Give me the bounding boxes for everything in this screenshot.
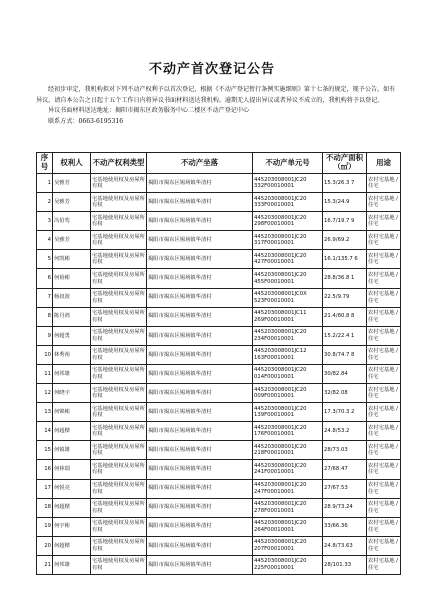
cell-use: 农村宅基地 / 住宅 (367, 422, 401, 441)
cell-area: 28.9/73.24 (323, 498, 367, 517)
cell-name: 何邦雄 (53, 555, 91, 574)
cell-no: 18 (37, 498, 53, 517)
cell-unit: 445203008001JC20 278F00010001 (253, 498, 323, 517)
cell-no: 8 (37, 307, 53, 326)
cell-name: 何超樑 (53, 498, 91, 517)
cell-type: 宅基地使用权及房屋所有权 (91, 231, 147, 250)
cell-location: 揭阳市揭东区锡场镇华清村 (147, 384, 253, 403)
cell-type: 宅基地使用权及房屋所有权 (91, 174, 147, 193)
cell-unit: 445203008001JC20 247F00010001 (253, 479, 323, 498)
table-row (37, 193, 401, 212)
table-header-row (37, 153, 401, 174)
cell-no: 15 (37, 441, 53, 460)
cell-area: 16.1/135.7 6 (323, 250, 367, 269)
cell-unit: 445203008001JC20 218F00010001 (253, 441, 323, 460)
table-row (37, 288, 401, 307)
cell-no: 13 (37, 403, 53, 422)
cell-location: 揭阳市揭东区锡场镇华清村 (147, 231, 253, 250)
registration-table (36, 152, 401, 575)
cell-unit: 445203008001JC20 332F00010001 (253, 174, 323, 193)
notice-intro (36, 85, 398, 127)
cell-name: 何邦雄 (53, 364, 91, 383)
cell-area: 32/82.08 (323, 384, 367, 403)
cell-name: 陈丹鸿 (53, 307, 91, 326)
cell-use: 农村宅基地 / 住宅 (367, 269, 401, 288)
cell-type: 宅基地使用权及房屋所有权 (91, 326, 147, 345)
cell-type: 宅基地使用权及房屋所有权 (91, 422, 147, 441)
header-area: 不动产面积（㎡） (323, 153, 367, 174)
cell-use: 农村宅基地 / 住宅 (367, 384, 401, 403)
cell-no: 16 (37, 460, 53, 479)
cell-unit: 445203008001JC20 225F00010001 (253, 555, 323, 574)
cell-unit: 445203008001JC20 207F00010001 (253, 536, 323, 555)
cell-location: 揭阳市揭东区锡场镇华清村 (147, 479, 253, 498)
table-row (37, 460, 401, 479)
table-row (37, 403, 401, 422)
cell-use: 农村宅基地 / 住宅 (367, 288, 401, 307)
cell-area: 22.5/9.79 (323, 288, 367, 307)
cell-name: 何锦彬 (53, 403, 91, 422)
cell-name: 何宇彬 (53, 517, 91, 536)
cell-unit: 445203008001JC0X 523F00010001 (253, 288, 323, 307)
cell-no: 5 (37, 250, 53, 269)
cell-area: 16.7/19.7 9 (323, 212, 367, 231)
cell-name: 何裕彬 (53, 269, 91, 288)
cell-type: 宅基地使用权及房屋所有权 (91, 384, 147, 403)
cell-location: 揭阳市揭东区锡场镇华清村 (147, 517, 253, 536)
cell-location: 揭阳市揭东区锡场镇华清村 (147, 555, 253, 574)
intro-paragraph: 经初步审定，我机构拟对下列不动产权利予以首次登记，根据《不动产登记暂行条例实施细则》第十七条的规定，现予公告。如有异议，请自本公告之日起十五个工作日内将异议书面材料送达我机构。逾期无人提出异议或者异议不成立的，我机构将予以登记。 (36, 86, 396, 104)
cell-area: 28/73.03 (323, 441, 367, 460)
cell-type: 宅基地使用权及房屋所有权 (91, 212, 147, 231)
table-row (37, 422, 401, 441)
cell-area: 27/68.47 (323, 460, 367, 479)
cell-unit: 445203008001JC20 014F00010001 (253, 364, 323, 383)
cell-use: 农村宅基地 / 住宅 (367, 555, 401, 574)
table-row (37, 479, 401, 498)
table-row (37, 555, 401, 574)
cell-unit: 445203008001JC20 139F00010001 (253, 403, 323, 422)
cell-name: 何超勇 (53, 326, 91, 345)
cell-area: 30/82.84 (323, 364, 367, 383)
cell-use: 农村宅基地 / 住宅 (367, 403, 401, 422)
cell-area: 28/101.33 (323, 555, 367, 574)
cell-no: 2 (37, 193, 53, 212)
cell-location: 揭阳市揭东区锡场镇华清村 (147, 345, 253, 364)
cell-unit: 445203008001JC20 241F00010001 (253, 460, 323, 479)
cell-no: 6 (37, 269, 53, 288)
cell-unit: 445203008001JC11 269F00010001 (253, 307, 323, 326)
page-title: 不动产首次登记公告 (148, 62, 275, 77)
cell-no: 11 (37, 364, 53, 383)
cell-use: 农村宅基地 / 住宅 (367, 231, 401, 250)
cell-type: 宅基地使用权及房屋所有权 (91, 250, 147, 269)
cell-no: 20 (37, 536, 53, 555)
header-no: 序号 (37, 153, 53, 174)
cell-use: 农村宅基地 / 住宅 (367, 212, 401, 231)
cell-no: 21 (37, 555, 53, 574)
cell-unit: 445203008001JC20 009F00010001 (253, 384, 323, 403)
cell-unit: 445203008001JC12 163F00010001 (253, 345, 323, 364)
cell-name: 何镇雄 (53, 441, 91, 460)
table-row (37, 326, 401, 345)
cell-no: 7 (37, 288, 53, 307)
table-row (37, 536, 401, 555)
cell-use: 农村宅基地 / 住宅 (367, 174, 401, 193)
cell-no: 3 (37, 212, 53, 231)
cell-no: 12 (37, 384, 53, 403)
cell-area: 24.8/73.63 (323, 536, 367, 555)
cell-unit: 445203008001JC20 234F00010001 (253, 326, 323, 345)
cell-name: 杨叔波 (53, 288, 91, 307)
cell-location: 揭阳市揭东区锡场镇华清村 (147, 212, 253, 231)
cell-location: 揭阳市揭东区锡场镇华清村 (147, 460, 253, 479)
cell-use: 农村宅基地 / 住宅 (367, 364, 401, 383)
cell-name: 吴雅芳 (53, 193, 91, 212)
cell-unit: 445203008001JC20 427F00010001 (253, 250, 323, 269)
objection-address: 异议书面材料送达地址：揭阳市揭东区政务服务中心二楼区不动产登记中心 (48, 107, 250, 115)
cell-type: 宅基地使用权及房屋所有权 (91, 517, 147, 536)
cell-name: 冯伯鸾 (53, 212, 91, 231)
cell-use: 农村宅基地 / 住宅 (367, 326, 401, 345)
table-row (37, 364, 401, 383)
cell-type: 宅基地使用权及房屋所有权 (91, 479, 147, 498)
cell-location: 揭阳市揭东区锡场镇华清村 (147, 250, 253, 269)
cell-unit: 445203008001JC20 455F00010001 (253, 269, 323, 288)
cell-unit: 445203008001JC20 317F00010001 (253, 231, 323, 250)
cell-use: 农村宅基地 / 住宅 (367, 498, 401, 517)
cell-location: 揭阳市揭东区锡场镇华清村 (147, 422, 253, 441)
cell-area: 15.2/22.4 1 (323, 326, 367, 345)
cell-name: 何林瑞 (53, 460, 91, 479)
cell-location: 揭阳市揭东区锡场镇华清村 (147, 174, 253, 193)
cell-location: 揭阳市揭东区锡场镇华清村 (147, 498, 253, 517)
table-row (37, 250, 401, 269)
cell-type: 宅基地使用权及房屋所有权 (91, 364, 147, 383)
table-row (37, 212, 401, 231)
cell-location: 揭阳市揭东区锡场镇华清村 (147, 269, 253, 288)
cell-location: 揭阳市揭东区锡场镇华清村 (147, 193, 253, 212)
cell-type: 宅基地使用权及房屋所有权 (91, 403, 147, 422)
cell-no: 9 (37, 326, 53, 345)
cell-type: 宅基地使用权及房屋所有权 (91, 498, 147, 517)
cell-area: 17.3/70.3 2 (323, 403, 367, 422)
header-name: 权利人 (53, 153, 91, 174)
cell-area: 33/66.36 (323, 517, 367, 536)
cell-type: 宅基地使用权及房屋所有权 (91, 441, 147, 460)
cell-unit: 445203008001JC20 176F00010001 (253, 422, 323, 441)
cell-location: 揭阳市揭东区锡场镇华清村 (147, 441, 253, 460)
cell-area: 21.4/80.8 8 (323, 307, 367, 326)
cell-name: 何凯彬 (53, 250, 91, 269)
cell-no: 19 (37, 517, 53, 536)
cell-no: 17 (37, 479, 53, 498)
cell-area: 28.8/36.8 1 (323, 269, 367, 288)
cell-location: 揭阳市揭东区锡场镇华清村 (147, 364, 253, 383)
cell-name: 何超樑 (53, 422, 91, 441)
cell-location: 揭阳市揭东区锡场镇华清村 (147, 326, 253, 345)
cell-type: 宅基地使用权及房屋所有权 (91, 307, 147, 326)
table-body (37, 174, 401, 575)
cell-area: 26.9/69.2 (323, 231, 367, 250)
cell-type: 宅基地使用权及房屋所有权 (91, 269, 147, 288)
cell-name: 何超樑 (53, 536, 91, 555)
cell-unit: 445203008001JC20 333F00010001 (253, 193, 323, 212)
table-row (37, 174, 401, 193)
table-row (37, 307, 401, 326)
cell-use: 农村宅基地 / 住宅 (367, 193, 401, 212)
contact-phone: 联系方式：0663-6195316 (48, 117, 124, 125)
cell-name: 林秀裕 (53, 345, 91, 364)
cell-use: 农村宅基地 / 住宅 (367, 345, 401, 364)
cell-location: 揭阳市揭东区锡场镇华清村 (147, 536, 253, 555)
cell-area: 27/67.53 (323, 479, 367, 498)
table-row (37, 517, 401, 536)
table-row (37, 231, 401, 250)
header-use: 用途 (367, 153, 401, 174)
cell-use: 农村宅基地 / 住宅 (367, 517, 401, 536)
cell-type: 宅基地使用权及房屋所有权 (91, 345, 147, 364)
cell-name: 何悦亮 (53, 479, 91, 498)
cell-type: 宅基地使用权及房屋所有权 (91, 460, 147, 479)
cell-no: 1 (37, 174, 53, 193)
cell-use: 农村宅基地 / 住宅 (367, 250, 401, 269)
cell-no: 4 (37, 231, 53, 250)
cell-area: 24.8/53.2 (323, 422, 367, 441)
header-unit: 不动产单元号 (253, 153, 323, 174)
cell-type: 宅基地使用权及房屋所有权 (91, 536, 147, 555)
table-row (37, 384, 401, 403)
cell-type: 宅基地使用权及房屋所有权 (91, 288, 147, 307)
cell-name: 吴雅芳 (53, 231, 91, 250)
table-row (37, 441, 401, 460)
table-row (37, 269, 401, 288)
cell-use: 农村宅基地 / 住宅 (367, 441, 401, 460)
cell-use: 农村宅基地 / 住宅 (367, 307, 401, 326)
cell-area: 15.3/26.3 7 (323, 174, 367, 193)
table-row (37, 498, 401, 517)
cell-location: 揭阳市揭东区锡场镇华清村 (147, 403, 253, 422)
cell-type: 宅基地使用权及房屋所有权 (91, 555, 147, 574)
cell-use: 农村宅基地 / 住宅 (367, 536, 401, 555)
cell-unit: 445203008001JC20 298F00010001 (253, 212, 323, 231)
cell-location: 揭阳市揭东区锡场镇华清村 (147, 288, 253, 307)
cell-use: 农村宅基地 / 住宅 (367, 460, 401, 479)
cell-area: 15.3/24.9 (323, 193, 367, 212)
cell-name: 吴雅芳 (53, 174, 91, 193)
header-type: 不动产权利类型 (91, 153, 147, 174)
cell-no: 10 (37, 345, 53, 364)
table-row (37, 345, 401, 364)
cell-location: 揭阳市揭东区锡场镇华清村 (147, 307, 253, 326)
cell-name: 何晓宇 (53, 384, 91, 403)
cell-unit: 445203008001JC20 264F00010001 (253, 517, 323, 536)
header-location: 不动产坐落 (147, 153, 253, 174)
cell-use: 农村宅基地 / 住宅 (367, 479, 401, 498)
cell-no: 14 (37, 422, 53, 441)
cell-area: 30.8/74.7 8 (323, 345, 367, 364)
cell-type: 宅基地使用权及房屋所有权 (91, 193, 147, 212)
